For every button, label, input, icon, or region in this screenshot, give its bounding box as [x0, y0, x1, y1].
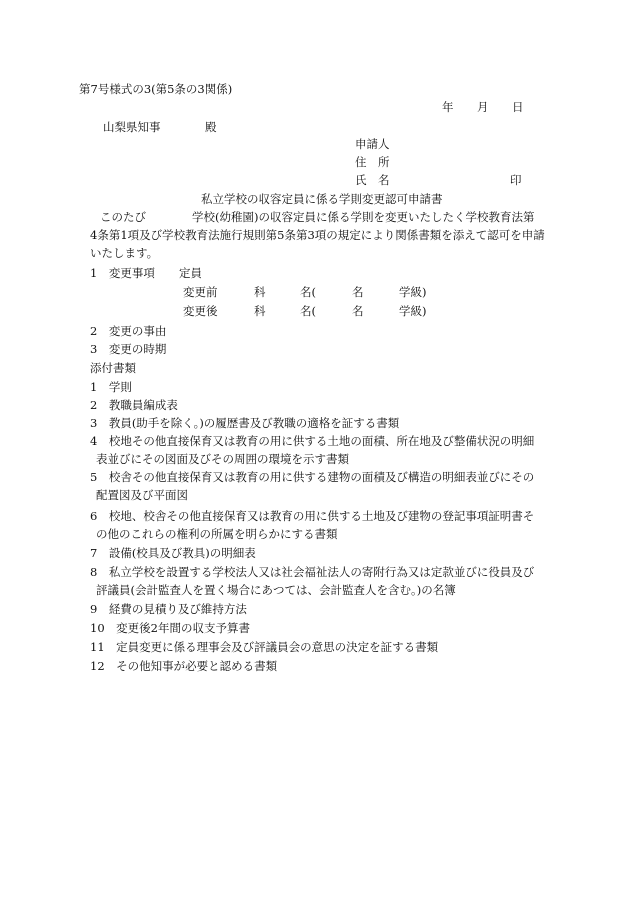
date-month-label: 月	[477, 100, 489, 114]
attachment-5-line-1: 5 校舎その他直接保育又は教育の用に供する建物の面積及び構造の明細表並びにその	[90, 470, 535, 484]
change-after-col2: 名(	[300, 304, 316, 318]
date-day-label: 日	[512, 100, 524, 114]
attachment-4-line-1: 4 校地その他直接保育又は教育の用に供する土地の面積、所在地及び整備状況の明細	[90, 434, 535, 448]
change-after-col1: 科	[254, 304, 266, 318]
change-after-col3: 名	[352, 304, 364, 318]
seal-mark: 印	[510, 173, 522, 187]
body-line-3: いたします。	[90, 246, 159, 260]
attachment-8-line-1: 8 私立学校を設置する学校法人又は社会福祉法人の寄附行為又は定款並びに役員及び	[90, 565, 535, 579]
item-2-label: 2 変更の事由	[90, 324, 167, 338]
attachment-6-line-2: の他のこれらの権利の所属を明らかにする書類	[96, 527, 338, 541]
item-3-label: 3 変更の時期	[90, 342, 167, 356]
attachments-heading: 添付書類	[90, 361, 136, 375]
applicant-heading: 申請人	[355, 137, 390, 151]
date-year-label: 年	[442, 100, 454, 114]
item-1-subject: 定員	[179, 266, 202, 280]
change-after-label: 変更後	[183, 304, 218, 318]
change-before-col4: 学級)	[399, 285, 427, 299]
attachment-5-line-2: 配置図及び平面図	[96, 488, 188, 502]
change-before-col3: 名	[352, 285, 364, 299]
item-1-label: 1 変更事項	[90, 266, 155, 280]
attachment-6-line-1: 6 校地、校舎その他直接保育又は教育の用に供する土地及び建物の登記事項証明書そ	[90, 509, 535, 523]
change-before-label: 変更前	[183, 285, 218, 299]
attachment-12: 12 その他知事が必要と認める書類	[90, 659, 278, 673]
change-after-col4: 学級)	[399, 304, 427, 318]
applicant-address-label: 住 所	[355, 155, 390, 169]
document-title: 私立学校の収容定員に係る学則変更認可申請書	[201, 192, 443, 206]
addressee-name: 山梨県知事	[103, 120, 161, 134]
attachment-9: 9 経費の見積り及び維持方法	[90, 602, 247, 616]
attachment-7: 7 設備(校具及び教具)の明細表	[90, 546, 256, 560]
addressee-honorific: 殿	[205, 120, 217, 134]
attachment-8-line-2: 評議員(会計監査人を置く場合にあつては、会計監査人を含む。)の名簿	[96, 583, 456, 597]
attachment-2: 2 教職員編成表	[90, 398, 178, 412]
attachment-11: 11 定員変更に係る理事会及び評議員会の意思の決定を証する書類	[90, 640, 439, 654]
body-line-2: 4条第1項及び学校教育法施行規則第5条第3項の規定により関係書類を添えて認可を申請	[90, 228, 545, 242]
applicant-name-label: 氏 名	[355, 173, 390, 187]
change-before-col1: 科	[254, 285, 266, 299]
attachment-1: 1 学則	[90, 380, 132, 394]
body-line-1: このたび 学校(幼稚園)の収容定員に係る学則を変更いたしたく学校教育法第	[100, 210, 535, 224]
form-id: 第7号様式の3(第5条の3関係)	[79, 82, 233, 96]
attachment-4-line-2: 表並びにその図面及びその周囲の環境を示す書類	[96, 452, 349, 466]
attachment-3: 3 教員(助手を除く。)の履歴書及び教職の適格を証する書類	[90, 416, 400, 430]
change-before-col2: 名(	[300, 285, 316, 299]
attachment-10: 10 変更後2年間の収支予算書	[90, 621, 250, 635]
